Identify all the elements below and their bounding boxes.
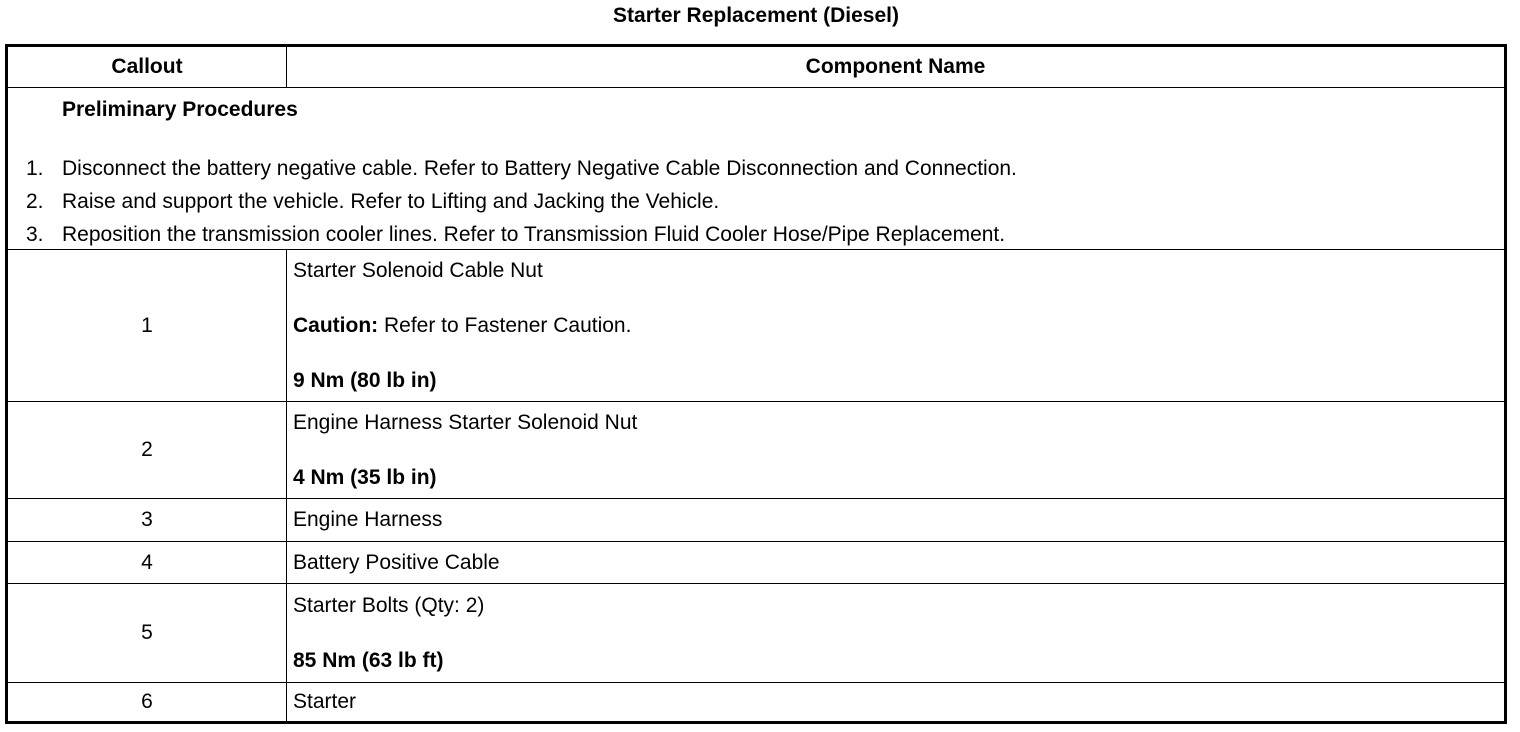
table-row — [8, 584, 1504, 683]
component-name: Battery Positive Cable — [293, 551, 500, 574]
preliminary-procedures — [8, 88, 1504, 250]
preliminary-heading: Preliminary Procedures — [62, 98, 298, 121]
component-cell — [287, 683, 1504, 721]
component-cell — [287, 402, 1504, 498]
component-name: Engine Harness — [293, 508, 443, 531]
step-item: 1. Disconnect the battery negative cable. Refer to Battery Negative Cable Disconnection and Connection. — [26, 157, 1017, 180]
component-name: Starter — [293, 690, 357, 713]
callout-header: Callout — [8, 47, 287, 87]
component-name-header: Component Name — [805, 55, 986, 78]
page-title: Starter Replacement (Diesel) — [613, 4, 899, 27]
component-table — [5, 44, 1507, 724]
step-item: 3. Reposition the transmission cooler lines. Refer to Transmission Fluid Cooler Hose/Pipe Replacement. — [26, 223, 1006, 246]
callout-number: 6 — [8, 683, 287, 721]
table-row — [8, 250, 1504, 402]
callout-number: 1 — [8, 250, 287, 401]
component-name: Starter Bolts (Qty: 2) — [293, 594, 485, 617]
table-row — [8, 683, 1504, 721]
torque-spec: 9 Nm (80 lb in) — [293, 369, 437, 392]
component-cell — [287, 542, 1504, 583]
callout-number: 3 — [8, 499, 287, 541]
torque-spec: 85 Nm (63 lb ft) — [293, 649, 444, 672]
caution-note: Caution: Refer to Fastener Caution. — [293, 314, 632, 337]
component-cell — [287, 584, 1504, 682]
step-item: 2. Raise and support the vehicle. Refer to Lifting and Jacking the Vehicle. — [26, 190, 720, 213]
torque-spec: 4 Nm (35 lb in) — [293, 466, 437, 489]
component-cell — [287, 499, 1504, 541]
callout-number: 5 — [8, 584, 287, 682]
table-row — [8, 542, 1504, 584]
preliminary-steps — [8, 152, 1017, 251]
callout-number: 2 — [8, 402, 287, 498]
component-name: Engine Harness Starter Solenoid Nut — [293, 411, 638, 434]
table-row — [8, 499, 1504, 542]
component-cell — [287, 250, 1504, 401]
callout-number: 4 — [8, 542, 287, 583]
table-header-row — [8, 47, 1504, 88]
table-row — [8, 402, 1504, 499]
component-name: Starter Solenoid Cable Nut — [293, 259, 543, 282]
